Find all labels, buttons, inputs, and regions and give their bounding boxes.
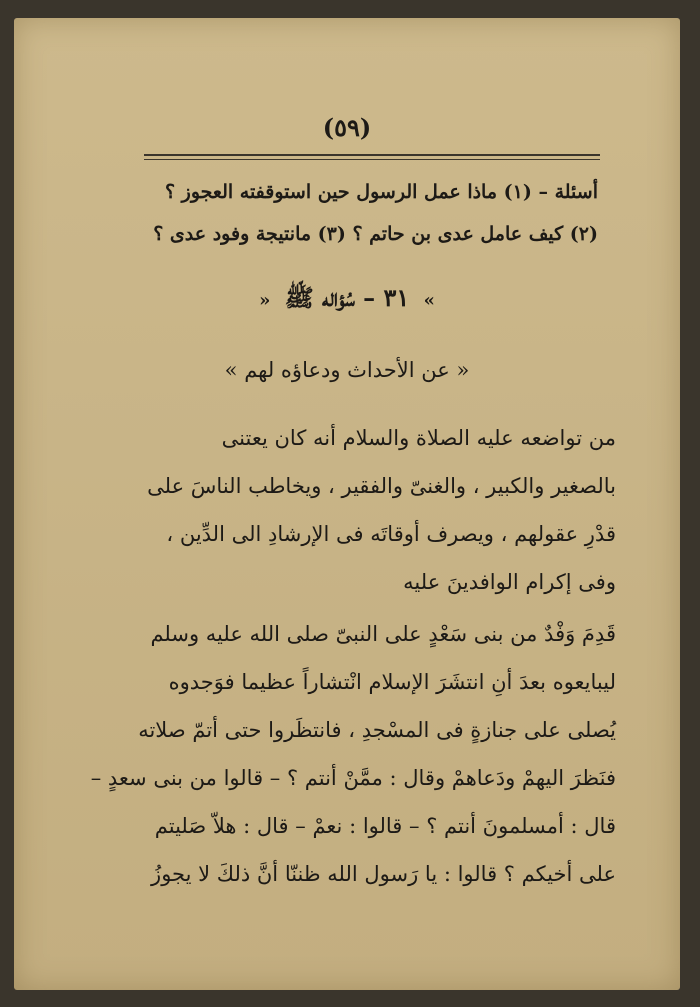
header-rule-top	[144, 154, 600, 156]
paragraph2-line-6: على أخيكم ؟ قالوا : يا رَسول الله ظننّا أنَّ ذلكَ لا يجوزُ	[151, 862, 616, 886]
paragraph2-line-4: فنَظرَ اليهمْ ودَعاهمْ وقال : ممَّنْ أنتم ؟ – قالوا من بنى سعدٍ –	[90, 766, 616, 790]
page-number: (٥٩)	[322, 113, 372, 142]
heading-ornament-right: »	[423, 290, 435, 311]
paragraph1-line-1: من تواضعه عليه الصلاة والسلام أنه كان يعتنى	[221, 426, 616, 450]
questions-line-1: أسئلة – (١) ماذا عمل الرسول حين استوقفته العجوز ؟	[164, 181, 598, 203]
questions-line-2: (٢) كيف عامل عدى بن حاتم ؟ (٣) مانتيجة وفود عدى ؟	[153, 223, 598, 245]
header-rule-bottom	[144, 159, 600, 160]
paragraph1-line-3: قدْرِ عقولهم ، ويصرف أوقاتَه فى الإرشادِ الى الدِّين ،	[166, 522, 616, 546]
paragraph2-line-3: يُصلى على جنازةٍ فى المسْجدِ ، فانتظَروا حتى أتمّ صلاته	[138, 718, 616, 742]
section-heading	[14, 283, 680, 318]
book-page	[14, 18, 680, 990]
paragraph1-line-2: بالصغير والكبير ، والغنىّ والفقير ، ويخاطب الناسَ على	[147, 474, 616, 498]
heading-ornament-left: «	[259, 290, 271, 311]
section-subtitle: « عن الأحداث ودعاؤه لهم »	[224, 358, 470, 382]
paragraph2-line-2: ليبايعوه بعدَ أنِ انتشَرَ الإسلام انْتشاراً عظيما فوَجدوه	[168, 670, 616, 694]
section-title: ٣١ – سُؤاله ﷺ	[284, 283, 410, 312]
paragraph2-line-5: قال : أمسلمونَ أنتم ؟ – قالوا : نعمْ – قال : هلاّ صَليتم	[154, 814, 616, 838]
paragraph1-line-4: وفى إكرام الوافدينَ عليه	[403, 570, 616, 594]
paragraph2-line-1: قَدِمَ وَفْدٌ من بنى سَعْدٍ على النبىّ صلى الله عليه وسلم	[150, 622, 616, 646]
